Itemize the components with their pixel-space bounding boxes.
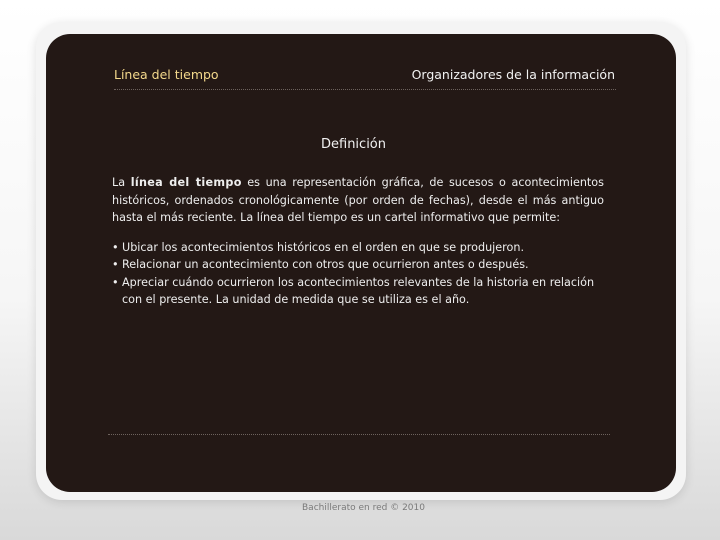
section-title: Definición (321, 137, 386, 152)
definition-content (112, 174, 604, 309)
bullet-icon: • (112, 240, 119, 254)
defined-term: línea del tiempo (130, 176, 242, 189)
intro-suffix: es una representación gráfica, de sucesos o acontecimientos históricos, ordenados cronológicamente (por orden de fechas), desde el más antiguo hasta el más reciente. La línea del tiempo es un cartel informativo que permite: (112, 176, 604, 224)
bullet-item (112, 239, 604, 257)
bullet-text: Ubicar los acontecimientos históricos en el orden en que se produjeron. (122, 240, 525, 254)
bullet-text: Apreciar cuándo ocurrieron los acontecimientos relevantes de la historia en relación con el presente. La unidad de medida que se utiliza es el año. (122, 275, 595, 306)
bullet-icon: • (112, 258, 119, 271)
header-divider (114, 89, 616, 90)
bullet-item (112, 256, 604, 274)
bullet-item (112, 274, 604, 309)
information-organizers-header-link[interactable]: Organizadores de la información (411, 67, 615, 82)
intro-prefix: La (112, 176, 131, 189)
bullet-icon: • (112, 275, 119, 289)
content-divider (108, 434, 610, 435)
definition-paragraph (112, 174, 604, 227)
bullet-text: Relacionar un acontecimiento con otros que ocurrieron antes o después. (122, 258, 529, 271)
definition-bullet-list (112, 239, 604, 309)
footer-copyright: Bachillerato en red © 2010 (302, 503, 425, 513)
timeline-header-link[interactable]: Línea del tiempo (114, 67, 219, 82)
